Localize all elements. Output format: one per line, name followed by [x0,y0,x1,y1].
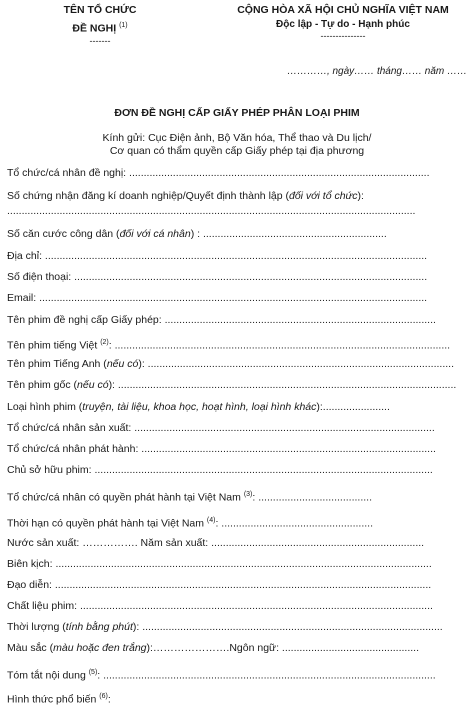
field-email[interactable]: Email: ..................................................................................................................................... [7,292,428,304]
field-duration[interactable]: Thời lượng (tính bằng phút): ....................................................................................................... [7,621,443,633]
national-header [218,3,468,41]
org-separator: ------- [89,35,111,46]
field-distributor[interactable]: Tổ chức/cá nhân phát hành: ..................................................................................................... [7,443,436,455]
form-title: ĐƠN ĐỀ NGHỊ CẤP GIẤY PHÉP PHÂN LOẠI PHIM [114,107,360,119]
national-motto: Độc lập - Tự do - Hạnh phúc [276,19,410,30]
field-applicant[interactable]: Tổ chức/cá nhân đề nghị: ....................................................................................................... [7,167,430,179]
field-english-title[interactable]: Tên phim Tiếng Anh (nếu có): ......................................................................................................... [7,358,454,370]
field-registration-certificate-continued[interactable]: ............................................................................................................................................ [7,205,416,217]
field-director[interactable]: Đạo diễn: ................................................................................................................................. [7,579,432,591]
org-header [0,3,200,46]
addressee-line-1: Kính gửi: Cục Điện ảnh, Bộ Văn hóa, Thể thao và Du lịch/ [102,132,372,144]
footnote-1: (1) [119,22,128,29]
field-original-title[interactable]: Tên phim gốc (nếu có): .................................................................................................................... [7,379,457,391]
place-date-line: …………, ngày…… tháng…… năm …… [286,66,467,77]
field-film-type[interactable]: Loại hình phim (truyện, tài liệu, khoa học, hoạt hình, loại hình khác):....................... [7,401,390,413]
field-vietnamese-title[interactable]: Tên phim tiếng Việt $^{(2)}$: ................................................................................................................... [7,339,451,352]
motto-separator: --------------- [320,31,366,41]
field-address[interactable]: Địa chỉ: ................................................................................................................................... [7,250,428,262]
org-name: TÊN TỔ CHỨC [63,4,137,16]
field-producer[interactable]: Tổ chức/cá nhân sản xuất: ....................................................................................................... [7,422,435,434]
field-screenwriter[interactable]: Biên kịch: ................................................................................................................................. [7,558,432,570]
field-material[interactable]: Chất liệu phim: ......................................................................................................................... [7,600,433,612]
field-registration-certificate[interactable]: Số chứng nhận đăng kí doanh nghiệp/Quyết định thành lập (đối với tổ chức): [7,190,364,202]
field-rights-term[interactable]: Thời hạn có quyền phát hành tại Việt Nam $^{(4)}$: .................................................... [7,517,373,530]
field-summary[interactable]: Tóm tắt nội dung $^{(5)}$: .................................................................................................................. [7,669,436,682]
field-owner[interactable]: Chủ sở hữu phim: .................................................................................................................... [7,464,433,476]
field-citizen-id[interactable]: Số căn cước công dân (đối với cá nhân) : ............................................................... [7,228,387,240]
field-color-language[interactable]: Màu sắc (màu hoặc đen trắng):………………….Ngôn ngữ: ............................................... [7,642,420,654]
addressee-line-2: Cơ quan có thẩm quyền cấp Giấy phép tại địa phương [109,145,365,157]
field-phone[interactable]: Số điện thoại: ......................................................................................................................... [7,271,428,283]
field-country-year[interactable]: Nước sản xuất: ……………. Năm sản xuất: ......................................................................... [7,537,425,549]
field-dissemination[interactable]: Hình thức phổ biến $^{(6)}$: [7,693,111,706]
org-proposing: ĐỀ NGHỊ $^{(1)}$ [72,22,128,35]
nation-name: CỘNG HÒA XÃ HỘI CHỦ NGHĨA VIỆT NAM [237,4,449,16]
field-rights-holder[interactable]: Tổ chức/cá nhân có quyền phát hành tại Việt Nam $^{(3)}$: ....................................... [7,491,372,504]
field-film-name[interactable]: Tên phim đề nghị cấp Giấy phép: ............................................................................................. [7,314,436,326]
